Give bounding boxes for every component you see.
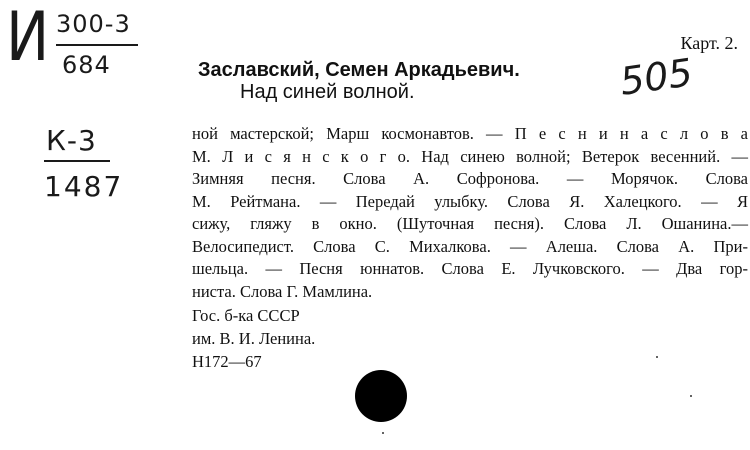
contents-line: М. Рейтмана. — Передай улыбку. Слова Я. Халецкого. — Я <box>192 191 748 211</box>
contents-line: ниста. Слова Г. Мамлина. <box>192 281 373 301</box>
contents-line: шельца. — Песня юннатов. Слова Е. Лучковского. — Два гор- <box>192 259 748 278</box>
contents-text <box>192 123 748 303</box>
library-subname: им. В. И. Ленина. <box>192 329 316 348</box>
library-name: Гос. б-ка СССР <box>192 306 300 325</box>
speck <box>690 395 692 397</box>
fraction-line <box>56 44 138 46</box>
punch-hole <box>355 370 407 422</box>
contents-line: ной мастерской; Марш космонавтов. — П е с н и н а с л о в а <box>192 124 748 143</box>
handwritten-k-number: К-3 <box>46 124 97 157</box>
handwritten-k-subnumber: 1487 <box>44 170 124 203</box>
contents-line: сижу, гляжу в окно. (Шуточная песня). Слова Л. Ошанина.— <box>192 214 748 233</box>
speck <box>656 356 658 358</box>
contents-line: Велосипедист. Слова С. Михалкова. — Алеша. Слова А. При- <box>192 236 748 256</box>
fraction-line <box>44 160 110 162</box>
library-code: Н172—67 <box>192 352 262 371</box>
speck <box>382 432 384 434</box>
contents-line: Зимняя песня. Слова А. Софронова. — Морячок. Слова <box>192 169 748 188</box>
work-title: Над синей волной. <box>240 81 415 103</box>
handwritten-stamp-number: 505 <box>617 50 696 104</box>
handwritten-letter: И <box>6 0 51 77</box>
handwritten-shelf-subnumber: 684 <box>62 51 111 79</box>
card-label: Карт. 2. <box>680 33 738 53</box>
author-heading: Заславский, Семен Аркадьевич. <box>198 59 520 81</box>
contents-line: М. Л и с я н с к о г о. Над синею волной; Ветерок весенний. — <box>192 146 748 166</box>
handwritten-shelf-number: 300-3 <box>56 10 131 38</box>
